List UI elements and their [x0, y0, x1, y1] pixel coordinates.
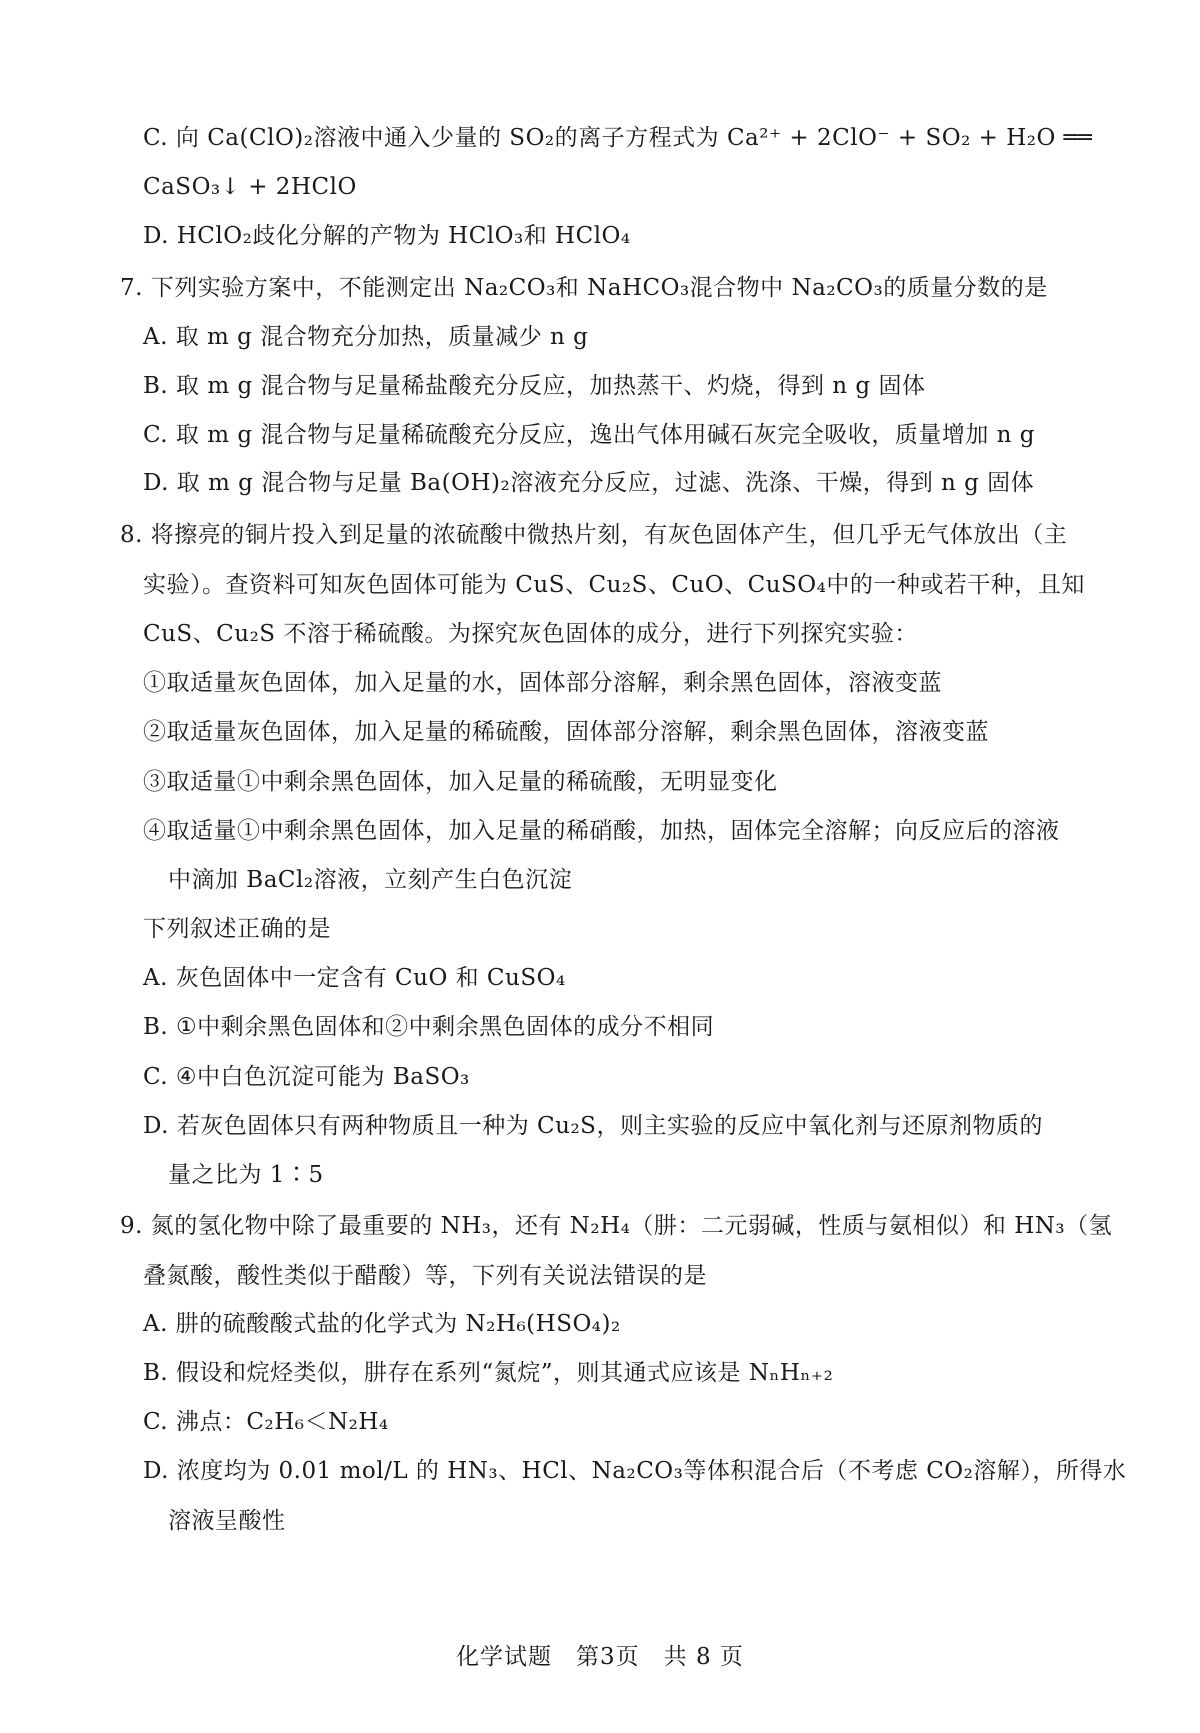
q7-option-d: D. 取 m g 混合物与足量 Ba(OH)₂溶液充分反应，过滤、洗涤、干燥，得到 n g 固体	[143, 470, 1035, 496]
q7-option-a: A. 取 m g 混合物充分加热，质量减少 n g	[143, 324, 589, 350]
page-footer: 化学试题 第3页 共 8 页	[456, 1644, 744, 1670]
q8-step-4-line1: ④取适量①中剩余黑色固体，加入足量的稀硝酸，加热，固体完全溶解；向反应后的溶液	[143, 818, 1060, 844]
q8-step-1: ①取适量灰色固体，加入足量的水，固体部分溶解，剩余黑色固体，溶液变蓝	[143, 670, 942, 696]
q9-option-d-line2: 溶液呈酸性	[168, 1508, 286, 1534]
q9-stem-line1: 9. 氮的氢化物中除了最重要的 NH₃，还有 N₂H₄（肼：二元弱碱，性质与氨相似）和 HN₃（氢	[120, 1213, 1113, 1239]
q9-option-c: C. 沸点：C₂H₆＜N₂H₄	[143, 1409, 389, 1435]
q9-option-d-line1: D. 浓度均为 0.01 mol/L 的 HN₃、HCl、Na₂CO₃等体积混合后（不考虑 CO₂溶解），所得水	[143, 1458, 1127, 1484]
q8-stem-line2: 实验）。查资料可知灰色固体可能为 CuS、Cu₂S、CuO、CuSO₄中的一种或若干种，且知	[143, 572, 1085, 598]
q8-option-a: A. 灰色固体中一定含有 CuO 和 CuSO₄	[143, 965, 566, 991]
q7-stem: 7. 下列实验方案中，不能测定出 Na₂CO₃和 NaHCO₃混合物中 Na₂CO₃的质量分数的是	[120, 275, 1048, 301]
q8-step-2: ②取适量灰色固体，加入足量的稀硫酸，固体部分溶解，剩余黑色固体，溶液变蓝	[143, 719, 989, 745]
q8-step-3: ③取适量①中剩余黑色固体，加入足量的稀硫酸，无明显变化	[143, 769, 778, 795]
q8-option-d-line2: 量之比为 1∶5	[168, 1162, 324, 1188]
q8-option-d-line1: D. 若灰色固体只有两种物质且一种为 Cu₂S，则主实验的反应中氧化剂与还原剂物质的	[143, 1113, 1043, 1139]
q8-stem-line1: 8. 将擦亮的铜片投入到足量的浓硫酸中微热片刻，有灰色固体产生，但几乎无气体放出（主	[120, 522, 1068, 548]
q8-stem-line3: CuS、Cu₂S 不溶于稀硫酸。为探究灰色固体的成分，进行下列探究实验：	[143, 621, 918, 647]
q8-question: 下列叙述正确的是	[143, 916, 331, 942]
q9-option-b: B. 假设和烷烃类似，肼存在系列“氮烷”，则其通式应该是 NₙHₙ₊₂	[143, 1360, 834, 1386]
q7-option-c: C. 取 m g 混合物与足量稀硫酸充分反应，逸出气体用碱石灰完全吸收，质量增加 n g	[143, 422, 1036, 448]
q8-option-b: B. ①中剩余黑色固体和②中剩余黑色固体的成分不相同	[143, 1014, 715, 1040]
q6-option-c-line2: CaSO₃↓ + 2HClO	[143, 174, 357, 200]
q6-option-c-line1: C. 向 Ca(ClO)₂溶液中通入少量的 SO₂的离子方程式为 Ca²⁺ + 2ClO⁻ + SO₂ + H₂O ══	[143, 125, 1093, 151]
q6-option-d: D. HClO₂歧化分解的产物为 HClO₃和 HClO₄	[143, 223, 631, 249]
q8-step-4-line2: 中滴加 BaCl₂溶液，立刻产生白色沉淀	[168, 867, 573, 893]
q8-option-c: C. ④中白色沉淀可能为 BaSO₃	[143, 1064, 470, 1090]
q9-option-a: A. 肼的硫酸酸式盐的化学式为 N₂H₆(HSO₄)₂	[143, 1311, 621, 1337]
q9-stem-line2: 叠氮酸，酸性类似于醋酸）等，下列有关说法错误的是	[143, 1263, 707, 1289]
q7-option-b: B. 取 m g 混合物与足量稀盐酸充分反应，加热蒸干、灼烧，得到 n g 固体	[143, 373, 926, 399]
